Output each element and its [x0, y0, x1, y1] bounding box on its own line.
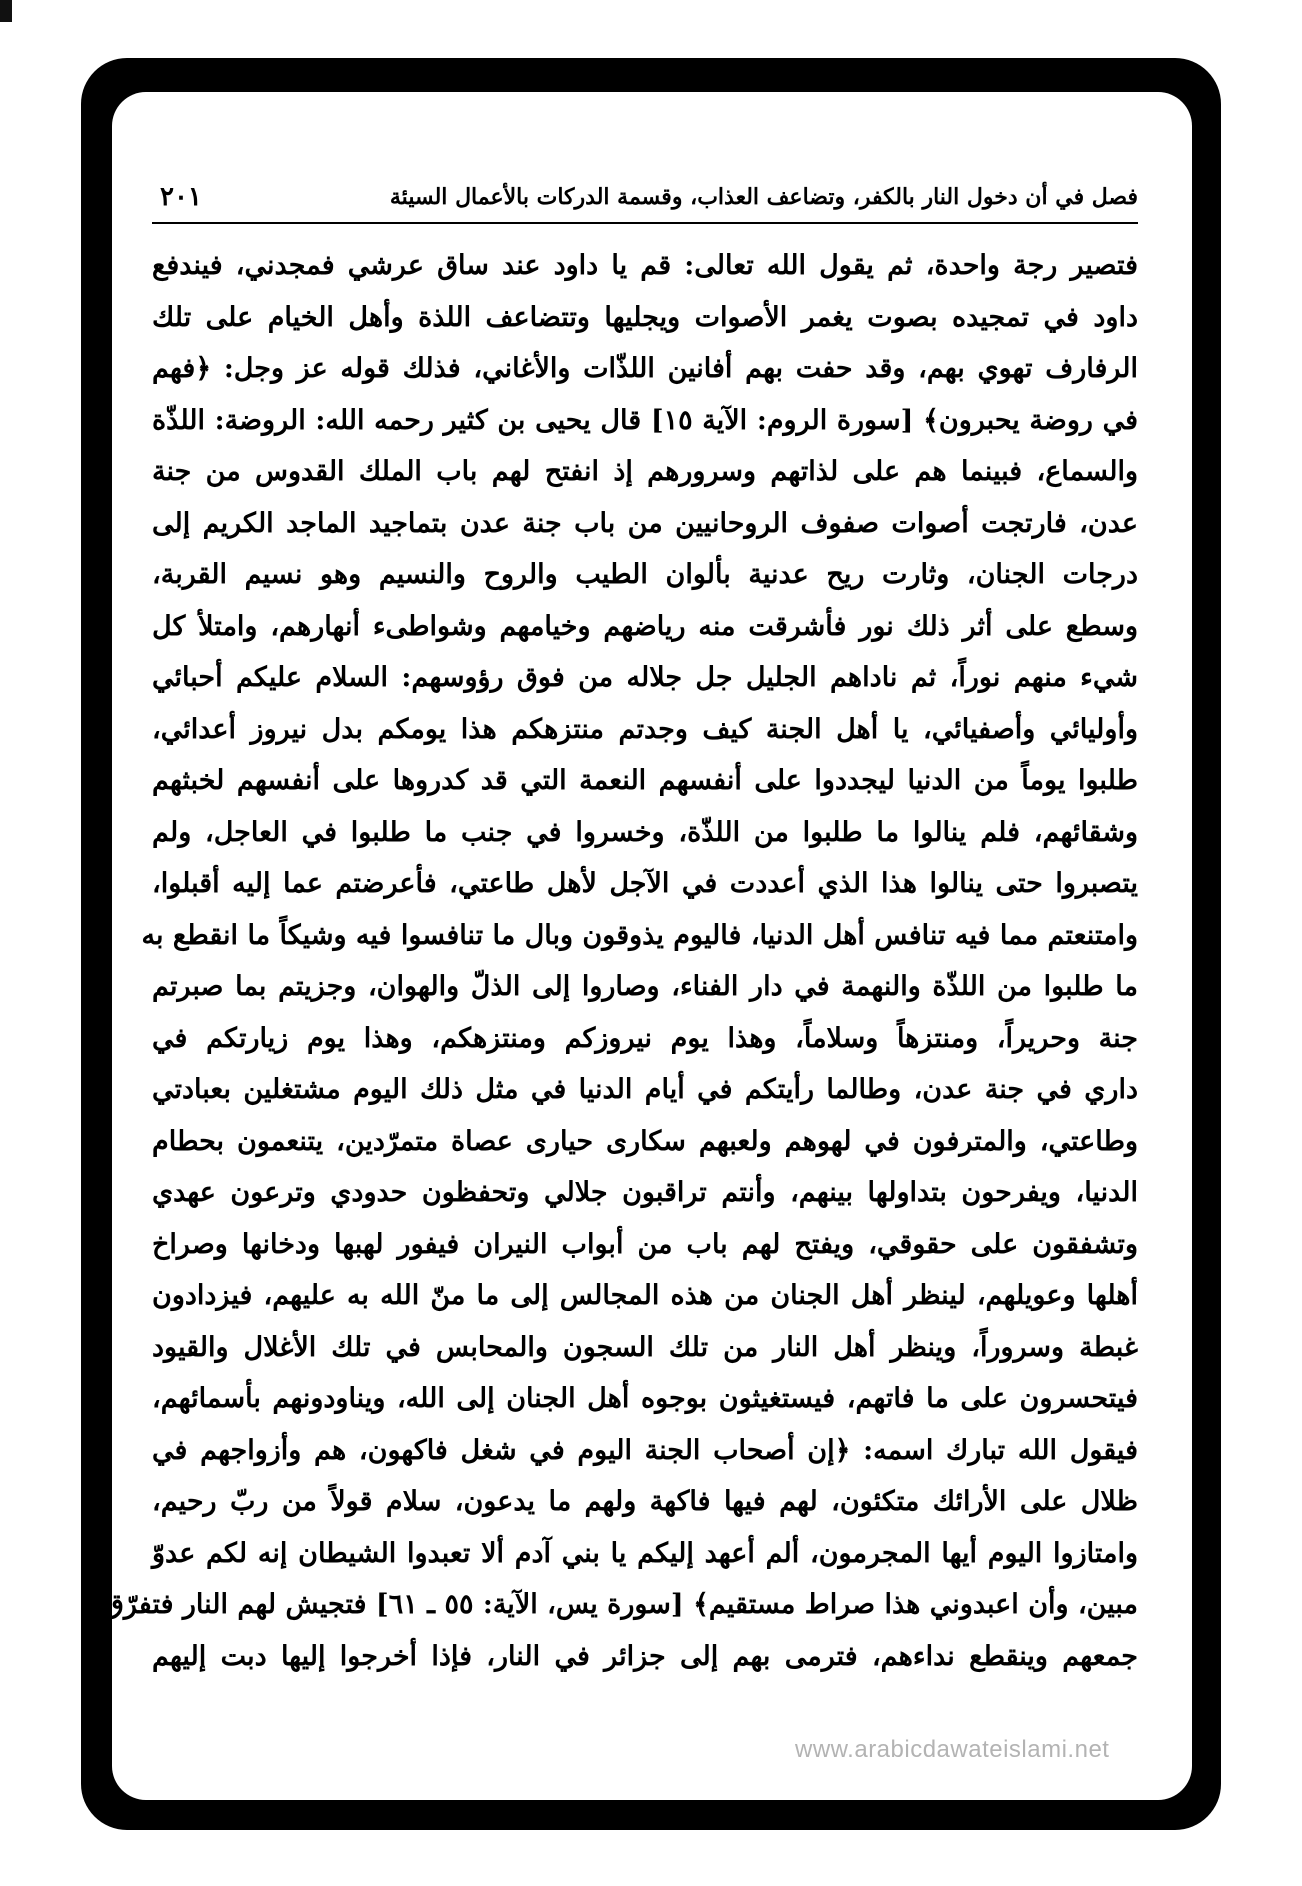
text-line: في روضة يحبرون﴾ [سورة الروم: الآية ١٥] قال يحيى بن كثير رحمه الله: الروضة: اللذّة	[152, 404, 1139, 436]
text-line: فيقول الله تبارك اسمه: ﴿إن أصحاب الجنة اليوم في شغل فاكهون، هم وأزواجهم في	[152, 1434, 1138, 1466]
page-number: ٢٠١	[160, 182, 202, 212]
text-line: غبطة وسروراً، وينظر أهل النار من تلك السجون والمحابس في تلك الأغلال والقيود	[152, 1331, 1138, 1363]
header-title: فصل في أن دخول النار بالكفر، وتضاعف العذاب، وقسمة الدركات بالأعمال السيئة	[389, 184, 1138, 210]
text-line: جمعهم وينقطع نداءهم، فترمى بهم إلى جزائر في النار، فإذا أخرجوا إليها دبت إليهم	[152, 1640, 1138, 1672]
text-line: الدنيا، ويفرحون بتداولها بينهم، وأنتم تراقبون جلالي وتحفظون حدودي وترعون عهدي	[152, 1177, 1138, 1208]
text-line: ظلال على الأرائك متكئون، لهم فيها فاكهة ولهم ما يدعون، سلام قولاً من ربّ رحيم،	[152, 1486, 1138, 1517]
text-line: وشقائهم، فلم ينالوا ما طلبوا من اللذّة، وخسروا في جنب ما طلبوا في العاجل، ولم	[152, 816, 1138, 848]
text-line: داري في جنة عدن، وطالما رأيتكم في أيام الدنيا في مثل ذلك اليوم مشتغلين بعبادتي	[152, 1074, 1138, 1105]
text-line: أهلها وعويلهم، لينظر أهل الجنان من هذه المجالس إلى ما منّ الله به عليهم، فيزدادون	[152, 1280, 1138, 1311]
text-line: طلبوا يوماً من الدنيا ليجددوا على أنفسهم النعمة التي قد كدروها على أنفسهم لخبثهم	[152, 765, 1138, 796]
text-line: جنة وحريراً، ومنتزهاً وسلاماً، وهذا يوم نيروزكم ومنتزهكم، وهذا يوم زيارتكم في	[152, 1022, 1138, 1054]
text-line: وسطع على أثر ذلك نور فأشرقت منه رياضهم وخيامهم وشواطىء أنهارهم، وامتلأ كل	[152, 610, 1138, 642]
text-line: ما طلبوا من اللذّة والنهمة في دار الفناء، وصاروا إلى الذلّ والهوان، وجزيتم بما صبرتم	[152, 971, 1138, 1002]
text-line: وأوليائي وأصفيائي، يا أهل الجنة كيف وجدتم منتزهكم هذا يومكم بدل نيروز أعدائي،	[152, 713, 1138, 745]
text-line: وتشفقون على حقوقي، ويفتح لهم باب من أبواب النيران فيفور لهبها ودخانها وصراخ	[152, 1228, 1138, 1260]
text-line: يتصبروا حتى ينالوا هذا الذي أعددت في الآجل لأهل طاعتي، فأعرضتم عما إليه أقبلوا،	[152, 868, 1138, 899]
text-line: مبين، وأن اعبدوني هذا صراط مستقيم﴾ [سورة يس، الآية: ٥٥ ـ ٦١] فتجيش لهم النار فتفرّق	[102, 1589, 1138, 1620]
text-line: فيتحسرون على ما فاتهم، فيستغيثون بوجوه أهل الجنان إلى الله، ويناودونهم بأسمائهم،	[152, 1383, 1138, 1414]
text-line: شيء منهم نوراً، ثم ناداهم الجليل جل جلاله من فوق رؤوسهم: السلام عليكم أحبائي	[152, 662, 1138, 693]
text-line: درجات الجنان، وثارت ريح عدنية بألوان الطيب والروح والنسيم وهو نسيم القربة،	[152, 559, 1138, 590]
text-line: والسماع، فبينما هم على لذاتهم وسرورهم إذ انفتح لهم باب الملك القدوس من جنة	[152, 456, 1138, 487]
website-watermark: www.arabicdawateislami.net	[795, 1736, 1110, 1763]
text-line: وطاعتي، والمترفون في لهوهم ولعبهم سكارى حيارى عصاة متمرّدين، يتنعمون بحطام	[152, 1125, 1138, 1157]
text-line: داود في تمجيده بصوت يغمر الأصوات ويجليها وتتضاعف اللذة وأهل الخيام على تلك	[152, 301, 1138, 333]
text-line: وامتنعتم مما فيه تنافس أهل الدنيا، فاليوم يذوقون وبال ما تنافسوا فيه وشيكاً ما انقطع به	[141, 919, 1138, 951]
text-line: وامتازوا اليوم أيها المجرمون، ألم أعهد إليكم يا بني آدم ألا تعبدوا الشيطان إنه لكم عدوّ	[152, 1537, 1138, 1569]
text-line: عدن، فارتجت أصوات صفوف الروحانيين من باب جنة عدن بتماجيد الماجد الكريم إلى	[152, 507, 1138, 539]
text-line: الرفارف تهوي بهم، وقد حفت بهم أفانين اللذّات والأغاني، فذلك قوله عز وجل: ﴿فهم	[152, 353, 1138, 384]
text-line: فتصير رجة واحدة، ثم يقول الله تعالى: قم يا داود عند ساق عرشي فمجدني، فيندفع	[152, 250, 1138, 281]
running-header	[152, 180, 1138, 224]
scan-corner-mark	[0, 0, 12, 22]
body-text	[102, 240, 1139, 1682]
